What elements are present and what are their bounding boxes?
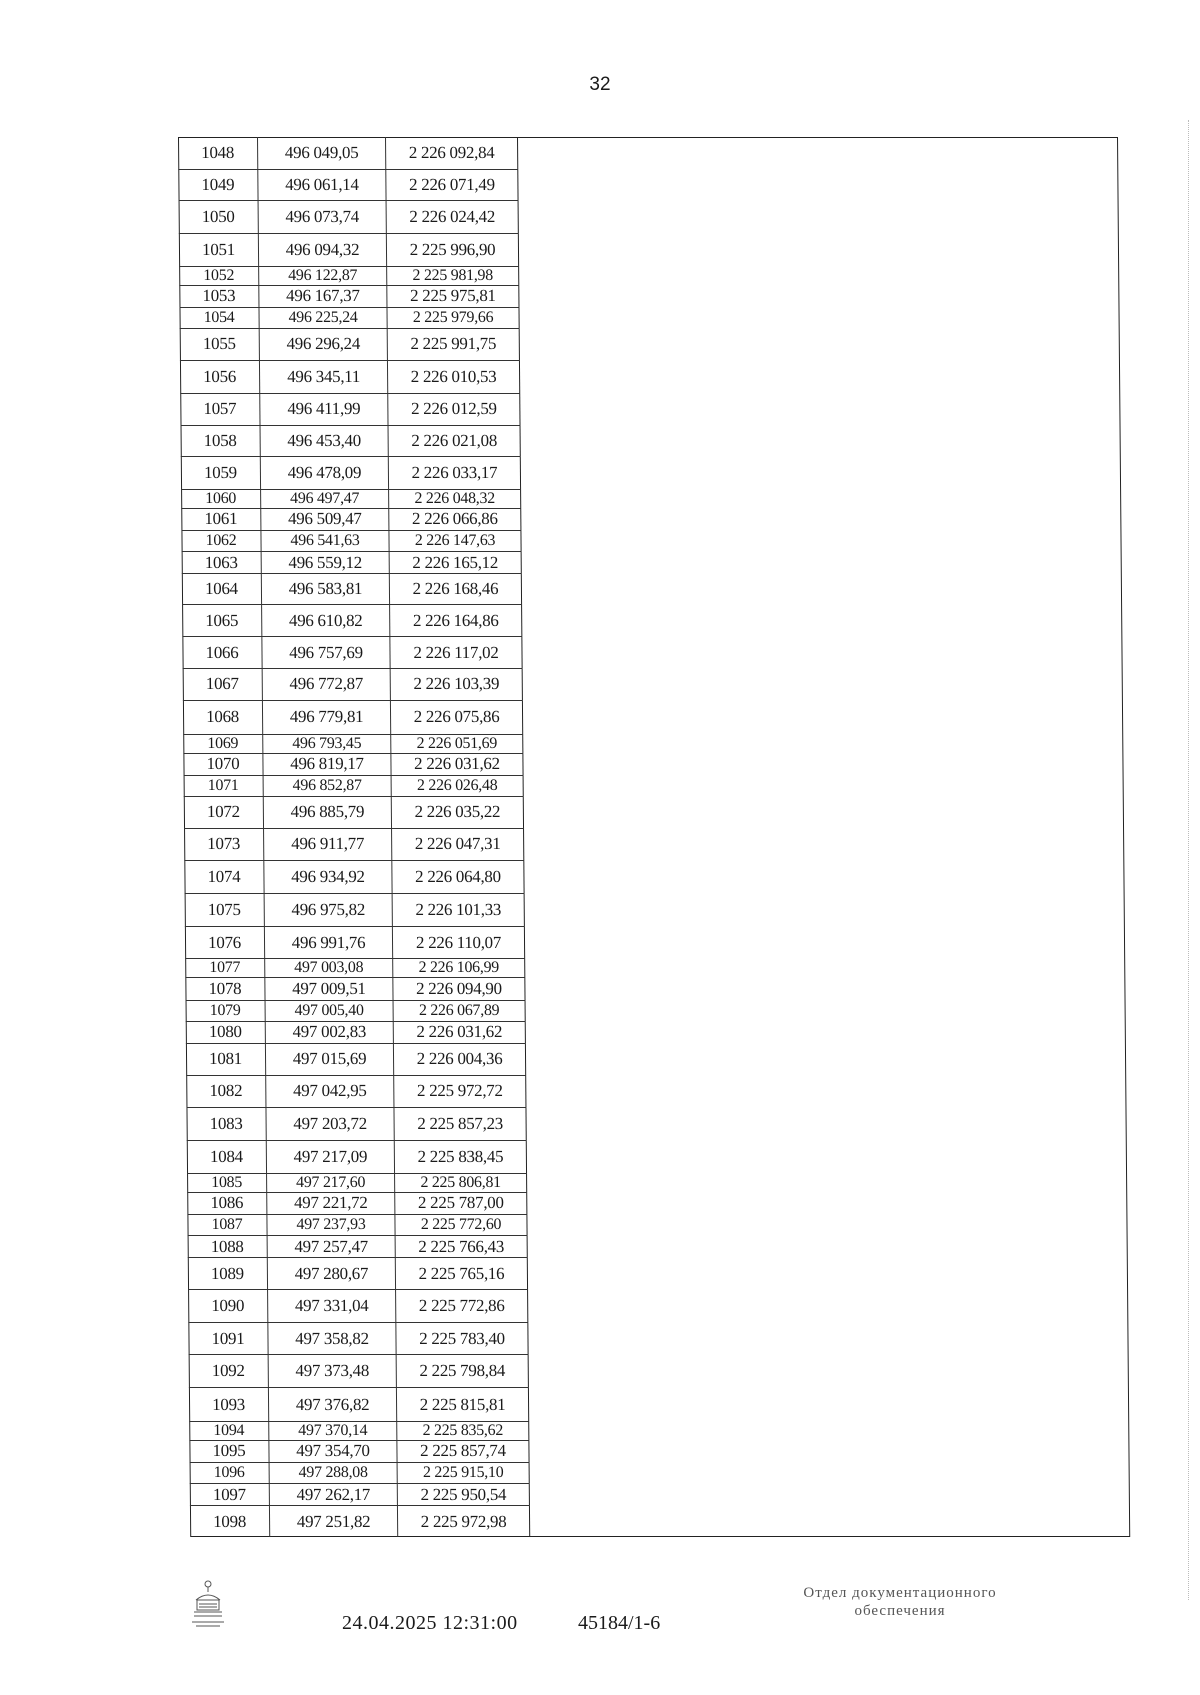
table-row bbox=[183, 669, 523, 701]
y-coordinate: 2 225 981,98 bbox=[387, 267, 519, 285]
table-row bbox=[183, 701, 523, 735]
table-row bbox=[183, 754, 523, 776]
y-coordinate: 2 226 094,90 bbox=[393, 978, 525, 999]
y-coordinate: 2 225 838,45 bbox=[395, 1141, 527, 1173]
table-row bbox=[187, 1215, 527, 1236]
table-row bbox=[186, 1108, 526, 1141]
point-number: 1057 bbox=[180, 394, 260, 426]
table-row bbox=[181, 531, 521, 552]
emblem-stamp-icon bbox=[188, 1578, 228, 1630]
y-coordinate: 2 226 165,12 bbox=[390, 552, 522, 573]
point-number: 1067 bbox=[183, 669, 263, 700]
x-coordinate: 497 217,60 bbox=[267, 1174, 395, 1192]
point-number: 1065 bbox=[182, 605, 262, 637]
point-number: 1048 bbox=[178, 137, 258, 169]
x-coordinate: 497 005,40 bbox=[266, 1001, 394, 1021]
table-row bbox=[184, 776, 524, 797]
point-number: 1083 bbox=[186, 1108, 266, 1140]
point-number: 1070 bbox=[183, 754, 263, 775]
y-coordinate: 2 225 772,86 bbox=[396, 1290, 528, 1322]
x-coordinate: 496 885,79 bbox=[264, 797, 392, 828]
table-row bbox=[180, 394, 520, 427]
point-number: 1072 bbox=[184, 797, 264, 828]
point-number: 1049 bbox=[178, 170, 258, 201]
y-coordinate: 2 225 972,72 bbox=[394, 1076, 526, 1108]
coordinates-table bbox=[178, 137, 530, 1537]
point-number: 1086 bbox=[187, 1193, 267, 1214]
point-number: 1053 bbox=[179, 286, 259, 307]
x-coordinate: 496 411,99 bbox=[260, 394, 388, 426]
point-number: 1078 bbox=[185, 978, 265, 999]
point-number: 1059 bbox=[181, 457, 261, 489]
y-coordinate: 2 226 031,62 bbox=[391, 754, 523, 775]
x-coordinate: 496 559,12 bbox=[262, 552, 390, 573]
x-coordinate: 496 779,81 bbox=[263, 701, 391, 734]
table-row bbox=[185, 978, 525, 1000]
y-coordinate: 2 226 035,22 bbox=[392, 797, 524, 828]
point-number: 1075 bbox=[185, 894, 265, 926]
y-coordinate: 2 226 021,08 bbox=[389, 426, 521, 456]
table-row bbox=[185, 959, 525, 978]
x-coordinate: 497 370,14 bbox=[269, 1422, 397, 1440]
y-coordinate: 2 225 991,75 bbox=[388, 329, 520, 360]
x-coordinate: 496 793,45 bbox=[263, 735, 391, 753]
y-coordinate: 2 226 064,80 bbox=[392, 861, 524, 893]
table-row bbox=[189, 1388, 529, 1422]
table-row bbox=[186, 1076, 526, 1109]
table-row bbox=[179, 267, 519, 286]
y-coordinate: 2 225 979,66 bbox=[387, 308, 519, 328]
point-number: 1097 bbox=[190, 1484, 270, 1505]
x-coordinate: 496 772,87 bbox=[263, 669, 391, 700]
department-line-2: обеспечения bbox=[854, 1603, 946, 1619]
point-number: 1061 bbox=[181, 509, 261, 530]
point-number: 1094 bbox=[189, 1422, 269, 1440]
y-coordinate: 2 226 048,32 bbox=[389, 490, 521, 508]
table-row bbox=[188, 1236, 528, 1258]
table-row bbox=[182, 574, 522, 605]
point-number: 1084 bbox=[187, 1141, 267, 1173]
point-number: 1088 bbox=[188, 1236, 268, 1257]
table-row bbox=[179, 234, 519, 267]
point-number: 1066 bbox=[182, 637, 262, 668]
y-coordinate: 2 225 857,74 bbox=[397, 1441, 529, 1462]
y-coordinate: 2 225 766,43 bbox=[396, 1236, 528, 1257]
x-coordinate: 496 225,24 bbox=[259, 308, 387, 328]
table-row bbox=[178, 170, 518, 202]
point-number: 1056 bbox=[180, 361, 260, 393]
table-row bbox=[185, 927, 525, 960]
x-coordinate: 496 852,87 bbox=[264, 776, 392, 796]
point-number: 1064 bbox=[182, 574, 262, 604]
table-row bbox=[180, 329, 520, 361]
y-coordinate: 2 226 075,86 bbox=[391, 701, 523, 734]
table-row bbox=[184, 797, 524, 829]
coordinates-frame bbox=[178, 137, 1130, 1537]
table-row bbox=[184, 861, 524, 894]
y-coordinate: 2 226 147,63 bbox=[389, 531, 521, 551]
table-row bbox=[186, 1044, 526, 1076]
y-coordinate: 2 226 066,86 bbox=[389, 509, 521, 530]
x-coordinate: 496 583,81 bbox=[262, 574, 390, 604]
y-coordinate: 2 225 765,16 bbox=[396, 1258, 528, 1289]
table-row bbox=[181, 426, 521, 457]
point-number: 1098 bbox=[190, 1506, 270, 1537]
table-row bbox=[181, 457, 521, 490]
table-row bbox=[187, 1141, 527, 1174]
table-row bbox=[181, 509, 521, 531]
x-coordinate: 497 002,83 bbox=[266, 1022, 394, 1043]
point-number: 1082 bbox=[186, 1076, 266, 1108]
y-coordinate: 2 225 996,90 bbox=[387, 234, 519, 266]
table-row bbox=[187, 1174, 527, 1193]
x-coordinate: 496 991,76 bbox=[265, 927, 393, 959]
x-coordinate: 497 217,09 bbox=[267, 1141, 395, 1173]
x-coordinate: 497 262,17 bbox=[270, 1484, 398, 1505]
x-coordinate: 497 251,82 bbox=[270, 1506, 398, 1537]
x-coordinate: 497 331,04 bbox=[268, 1290, 396, 1322]
point-number: 1071 bbox=[184, 776, 264, 796]
y-coordinate: 2 226 164,86 bbox=[390, 605, 522, 637]
y-coordinate: 2 226 168,46 bbox=[390, 574, 522, 604]
x-coordinate: 496 073,74 bbox=[259, 201, 387, 233]
x-coordinate: 496 975,82 bbox=[265, 894, 393, 926]
point-number: 1063 bbox=[182, 552, 262, 573]
table-row bbox=[188, 1290, 528, 1323]
point-number: 1060 bbox=[181, 490, 261, 508]
point-number: 1076 bbox=[185, 927, 265, 959]
point-number: 1093 bbox=[189, 1388, 269, 1421]
point-number: 1073 bbox=[184, 829, 264, 861]
point-number: 1081 bbox=[186, 1044, 266, 1075]
y-coordinate: 2 226 101,33 bbox=[393, 894, 525, 926]
table-row bbox=[186, 1022, 526, 1044]
x-coordinate: 496 296,24 bbox=[260, 329, 388, 360]
point-number: 1091 bbox=[188, 1323, 268, 1355]
point-number: 1074 bbox=[184, 861, 264, 893]
y-coordinate: 2 226 026,48 bbox=[392, 776, 524, 796]
point-number: 1096 bbox=[190, 1463, 270, 1483]
y-coordinate: 2 225 972,98 bbox=[398, 1506, 530, 1537]
point-number: 1055 bbox=[180, 329, 260, 360]
table-row bbox=[190, 1484, 530, 1506]
x-coordinate: 496 478,09 bbox=[261, 457, 389, 489]
y-coordinate: 2 226 110,07 bbox=[393, 927, 525, 959]
x-coordinate: 497 003,08 bbox=[265, 959, 393, 977]
y-coordinate: 2 225 857,23 bbox=[394, 1108, 526, 1140]
scan-edge-marks bbox=[1188, 120, 1193, 1600]
point-number: 1050 bbox=[179, 201, 259, 233]
point-number: 1090 bbox=[188, 1290, 268, 1322]
y-coordinate: 2 226 092,84 bbox=[386, 137, 518, 169]
table-row bbox=[180, 361, 520, 394]
x-coordinate: 496 453,40 bbox=[261, 426, 389, 456]
x-coordinate: 497 015,69 bbox=[266, 1044, 394, 1075]
x-coordinate: 497 237,93 bbox=[267, 1215, 395, 1235]
table-row bbox=[189, 1441, 529, 1463]
x-coordinate: 496 061,14 bbox=[258, 170, 386, 201]
point-number: 1077 bbox=[185, 959, 265, 977]
point-number: 1058 bbox=[181, 426, 261, 456]
point-number: 1087 bbox=[187, 1215, 267, 1235]
table-row bbox=[179, 201, 519, 234]
y-coordinate: 2 225 787,00 bbox=[395, 1193, 527, 1214]
x-coordinate: 496 541,63 bbox=[261, 531, 389, 551]
x-coordinate: 497 354,70 bbox=[269, 1441, 397, 1462]
x-coordinate: 496 094,32 bbox=[259, 234, 387, 266]
x-coordinate: 496 757,69 bbox=[262, 637, 390, 668]
y-coordinate: 2 226 103,39 bbox=[391, 669, 523, 700]
y-coordinate: 2 225 975,81 bbox=[387, 286, 519, 307]
y-coordinate: 2 226 024,42 bbox=[387, 201, 519, 233]
x-coordinate: 497 042,95 bbox=[266, 1076, 394, 1108]
point-number: 1054 bbox=[179, 308, 259, 328]
x-coordinate: 497 373,48 bbox=[269, 1355, 397, 1387]
y-coordinate: 2 226 106,99 bbox=[393, 959, 525, 977]
table-row bbox=[190, 1463, 530, 1484]
x-coordinate: 496 934,92 bbox=[264, 861, 392, 893]
table-row bbox=[183, 735, 523, 754]
x-coordinate: 496 509,47 bbox=[261, 509, 389, 530]
page-number: 32 bbox=[589, 74, 611, 95]
x-coordinate: 496 049,05 bbox=[258, 137, 386, 169]
x-coordinate: 497 257,47 bbox=[268, 1236, 396, 1257]
x-coordinate: 497 009,51 bbox=[265, 978, 393, 999]
y-coordinate: 2 225 806,81 bbox=[395, 1174, 527, 1192]
y-coordinate: 2 226 004,36 bbox=[394, 1044, 526, 1075]
x-coordinate: 497 280,67 bbox=[268, 1258, 396, 1289]
point-number: 1068 bbox=[183, 701, 263, 734]
x-coordinate: 496 497,47 bbox=[261, 490, 389, 508]
x-coordinate: 496 167,37 bbox=[259, 286, 387, 307]
point-number: 1051 bbox=[179, 234, 259, 266]
point-number: 1069 bbox=[183, 735, 263, 753]
x-coordinate: 496 911,77 bbox=[264, 829, 392, 861]
department-stamp bbox=[760, 1584, 1040, 1620]
y-coordinate: 2 225 798,84 bbox=[397, 1355, 529, 1387]
y-coordinate: 2 226 033,17 bbox=[389, 457, 521, 489]
table-row bbox=[186, 1001, 526, 1022]
y-coordinate: 2 225 815,81 bbox=[397, 1388, 529, 1421]
x-coordinate: 497 376,82 bbox=[269, 1388, 397, 1421]
y-coordinate: 2 225 950,54 bbox=[398, 1484, 530, 1505]
table-row bbox=[190, 1506, 530, 1537]
table-row bbox=[182, 605, 522, 638]
y-coordinate: 2 226 067,89 bbox=[394, 1001, 526, 1021]
y-coordinate: 2 225 835,62 bbox=[397, 1422, 529, 1440]
y-coordinate: 2 226 047,31 bbox=[392, 829, 524, 861]
point-number: 1052 bbox=[179, 267, 259, 285]
table-row bbox=[189, 1422, 529, 1441]
table-row bbox=[182, 637, 522, 669]
x-coordinate: 496 345,11 bbox=[260, 361, 388, 393]
table-row bbox=[189, 1355, 529, 1388]
footer-datetime: 24.04.2025 12:31:00 bbox=[342, 1612, 518, 1634]
point-number: 1062 bbox=[181, 531, 261, 551]
table-row bbox=[178, 137, 518, 170]
y-coordinate: 2 226 071,49 bbox=[386, 170, 518, 201]
y-coordinate: 2 226 051,69 bbox=[391, 735, 523, 753]
department-line-1: Отдел документационного bbox=[803, 1585, 997, 1601]
x-coordinate: 497 358,82 bbox=[268, 1323, 396, 1355]
x-coordinate: 496 122,87 bbox=[259, 267, 387, 285]
x-coordinate: 497 221,72 bbox=[267, 1193, 395, 1214]
table-row bbox=[182, 552, 522, 574]
table-row bbox=[184, 829, 524, 862]
point-number: 1095 bbox=[189, 1441, 269, 1462]
table-row bbox=[179, 308, 519, 329]
y-coordinate: 2 226 010,53 bbox=[388, 361, 520, 393]
table-row bbox=[181, 490, 521, 509]
point-number: 1092 bbox=[189, 1355, 269, 1387]
x-coordinate: 496 819,17 bbox=[263, 754, 391, 775]
table-row bbox=[179, 286, 519, 308]
table-row bbox=[188, 1323, 528, 1356]
point-number: 1089 bbox=[188, 1258, 268, 1289]
y-coordinate: 2 225 915,10 bbox=[398, 1463, 530, 1483]
y-coordinate: 2 225 783,40 bbox=[396, 1323, 528, 1355]
table-row bbox=[188, 1258, 528, 1290]
point-number: 1085 bbox=[187, 1174, 267, 1192]
table-row bbox=[185, 894, 525, 927]
x-coordinate: 497 203,72 bbox=[266, 1108, 394, 1140]
x-coordinate: 496 610,82 bbox=[262, 605, 390, 637]
y-coordinate: 2 225 772,60 bbox=[395, 1215, 527, 1235]
x-coordinate: 497 288,08 bbox=[270, 1463, 398, 1483]
empty-panel bbox=[518, 137, 1130, 1537]
point-number: 1079 bbox=[186, 1001, 266, 1021]
y-coordinate: 2 226 031,62 bbox=[394, 1022, 526, 1043]
table-row bbox=[187, 1193, 527, 1215]
footer-document-number: 45184/1-6 bbox=[578, 1612, 661, 1634]
y-coordinate: 2 226 012,59 bbox=[388, 394, 520, 426]
point-number: 1080 bbox=[186, 1022, 266, 1043]
y-coordinate: 2 226 117,02 bbox=[390, 637, 522, 668]
